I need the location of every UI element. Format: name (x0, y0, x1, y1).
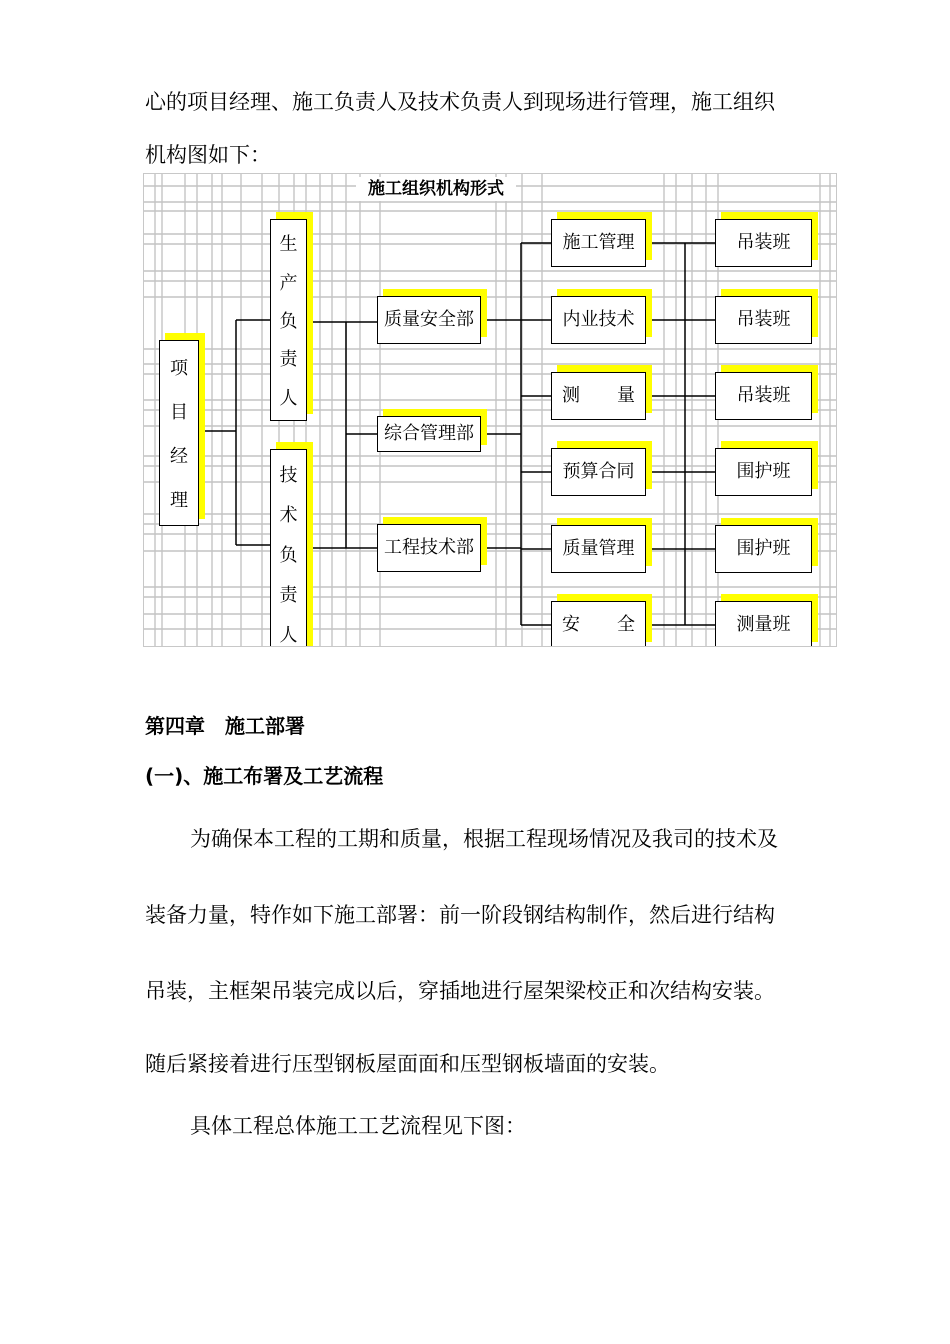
project-manager-char: 项 (170, 358, 188, 379)
project-manager-char: 目 (170, 402, 188, 423)
team-box: 围护班 (715, 448, 812, 496)
team-box: 围护班 (715, 525, 812, 573)
production-lead-char: 产 (279, 272, 298, 294)
team-box: 测量班 (715, 601, 812, 647)
production-lead-box (270, 219, 307, 421)
production-lead-char: 责 (279, 349, 298, 371)
section-box: 施工管理 (551, 219, 646, 267)
section-char: 量 (617, 385, 635, 406)
project-manager-char: 经 (170, 446, 188, 467)
team-box: 吊装班 (715, 296, 812, 344)
section-char: 测 (562, 385, 580, 406)
team-box: 吊装班 (715, 219, 812, 267)
paragraph-line: 吊装，主框架吊装完成以后，穿插地进行屋架梁校正和次结构安装。 (145, 979, 775, 1003)
intro-line-1: 心的项目经理、施工负责人及技术负责人到现场进行管理，施工组织 (145, 90, 775, 114)
technical-lead-char: 术 (279, 505, 298, 526)
org-chart (143, 173, 837, 647)
section-char: 安 (562, 614, 580, 635)
chapter-title: 第四章 施工部署 (145, 714, 305, 738)
department-box: 工程技术部 (377, 524, 481, 572)
team-box: 吊装班 (715, 372, 812, 420)
section-box-measurement (551, 372, 646, 420)
project-manager-char: 理 (170, 490, 188, 511)
intro-line-2: 机构图如下： (145, 143, 271, 167)
technical-lead-char: 人 (279, 625, 298, 646)
department-box: 综合管理部 (377, 416, 481, 452)
section-box: 内业技术 (551, 296, 646, 344)
paragraph-line: 为确保本工程的工期和质量，根据工程现场情况及我司的技术及 (190, 827, 778, 851)
paragraph-line: 随后紧接着进行压型钢板屋面面和压型钢板墙面的安装。 (145, 1052, 670, 1076)
section-title: (一)、施工布署及工艺流程 (145, 764, 384, 788)
production-lead-char: 人 (279, 387, 298, 409)
technical-lead-box (270, 449, 307, 647)
technical-lead-char: 负 (279, 545, 298, 566)
section-box: 预算合同 (551, 448, 646, 496)
production-lead-char: 负 (279, 310, 298, 332)
closing-line: 具体工程总体施工工艺流程见下图： (190, 1114, 526, 1138)
production-lead-char: 生 (279, 234, 298, 256)
section-box: 质量管理 (551, 525, 646, 573)
paragraph-line: 装备力量，特作如下施工部署：前一阶段钢结构制作，然后进行结构 (145, 903, 775, 927)
department-box: 质量安全部 (377, 296, 481, 344)
section-box-safety (551, 601, 646, 647)
technical-lead-char: 责 (279, 585, 298, 606)
project-manager-box (159, 340, 199, 526)
org-chart-title: 施工组织机构形式 (356, 177, 516, 201)
section-char: 全 (617, 614, 635, 635)
technical-lead-char: 技 (279, 465, 298, 486)
